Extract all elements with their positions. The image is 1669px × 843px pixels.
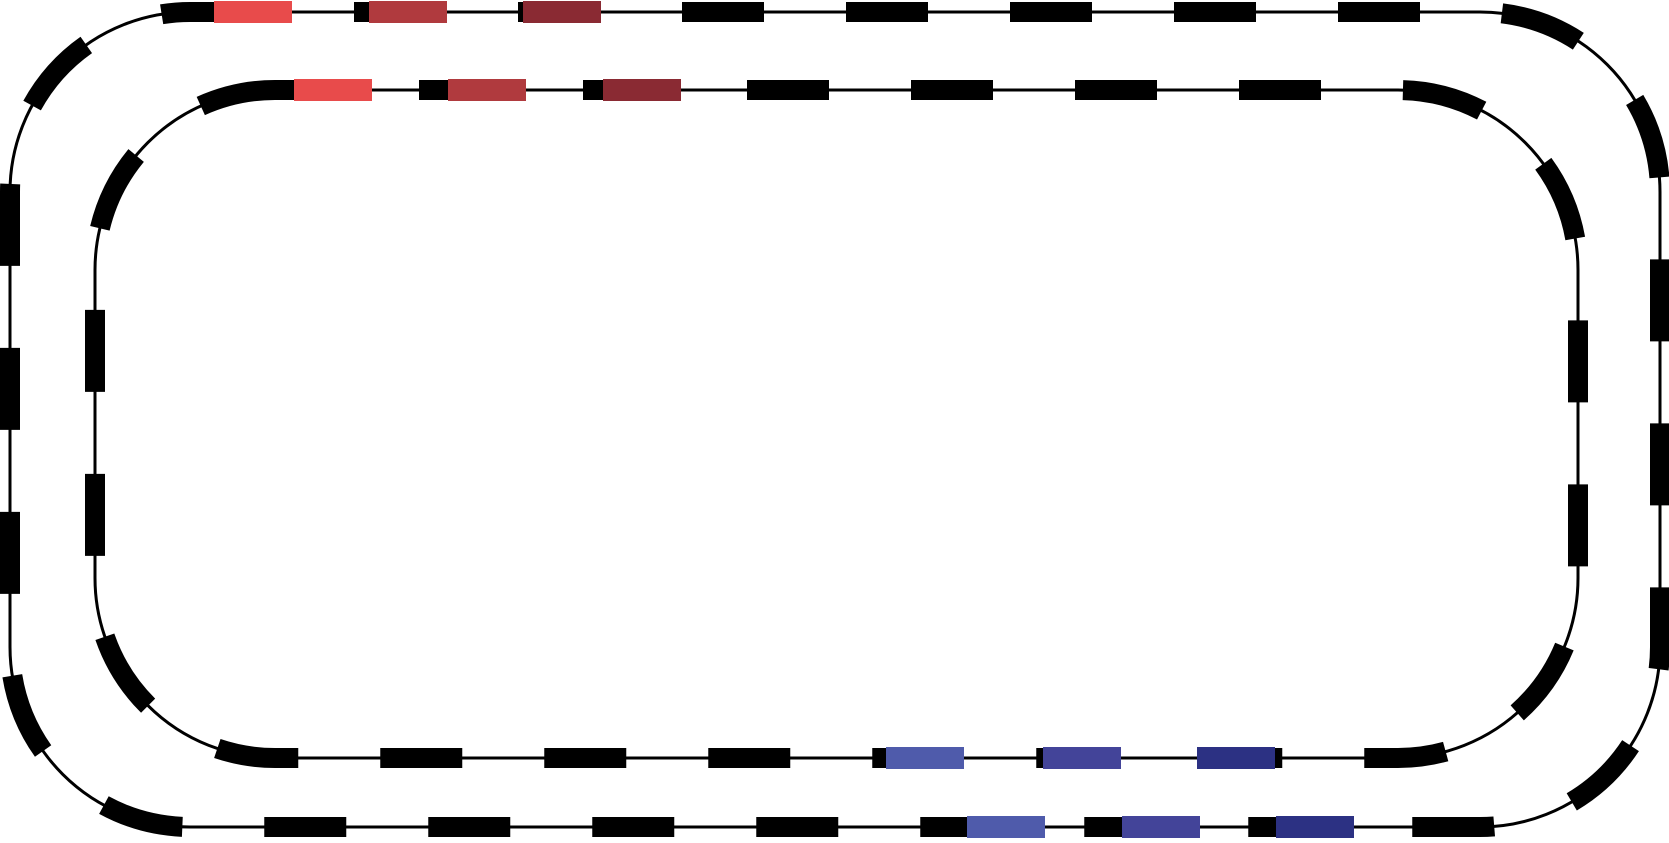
inner-loop-dashes	[95, 90, 1578, 758]
outer-loop-bottom-segment-1	[967, 816, 1045, 838]
outer-loop	[10, 1, 1660, 838]
inner-loop-thin-line	[95, 90, 1578, 758]
inner-loop-bottom-segment-2	[1043, 747, 1121, 769]
inner-loop-bottom-segment-3	[1197, 747, 1275, 769]
inner-loop	[95, 79, 1578, 769]
outer-loop-bottom-segment-3	[1276, 816, 1354, 838]
outer-loop-bottom-colored-segments	[967, 816, 1354, 838]
outer-loop-bottom-segment-2	[1122, 816, 1200, 838]
outer-loop-top-segment-2	[369, 1, 447, 23]
inner-loop-top-colored-segments	[294, 79, 681, 101]
outer-loop-top-segment-3	[523, 1, 601, 23]
inner-loop-top-segment-1	[294, 79, 372, 101]
inner-loop-bottom-segment-1	[886, 747, 964, 769]
outer-loop-dashes	[10, 12, 1660, 827]
inner-loop-top-segment-3	[603, 79, 681, 101]
outer-loop-top-segment-1	[214, 1, 292, 23]
outer-loop-top-colored-segments	[214, 1, 601, 23]
outer-loop-thin-line	[10, 12, 1660, 827]
inner-loop-top-segment-2	[448, 79, 526, 101]
inner-loop-bottom-colored-segments	[886, 747, 1275, 769]
